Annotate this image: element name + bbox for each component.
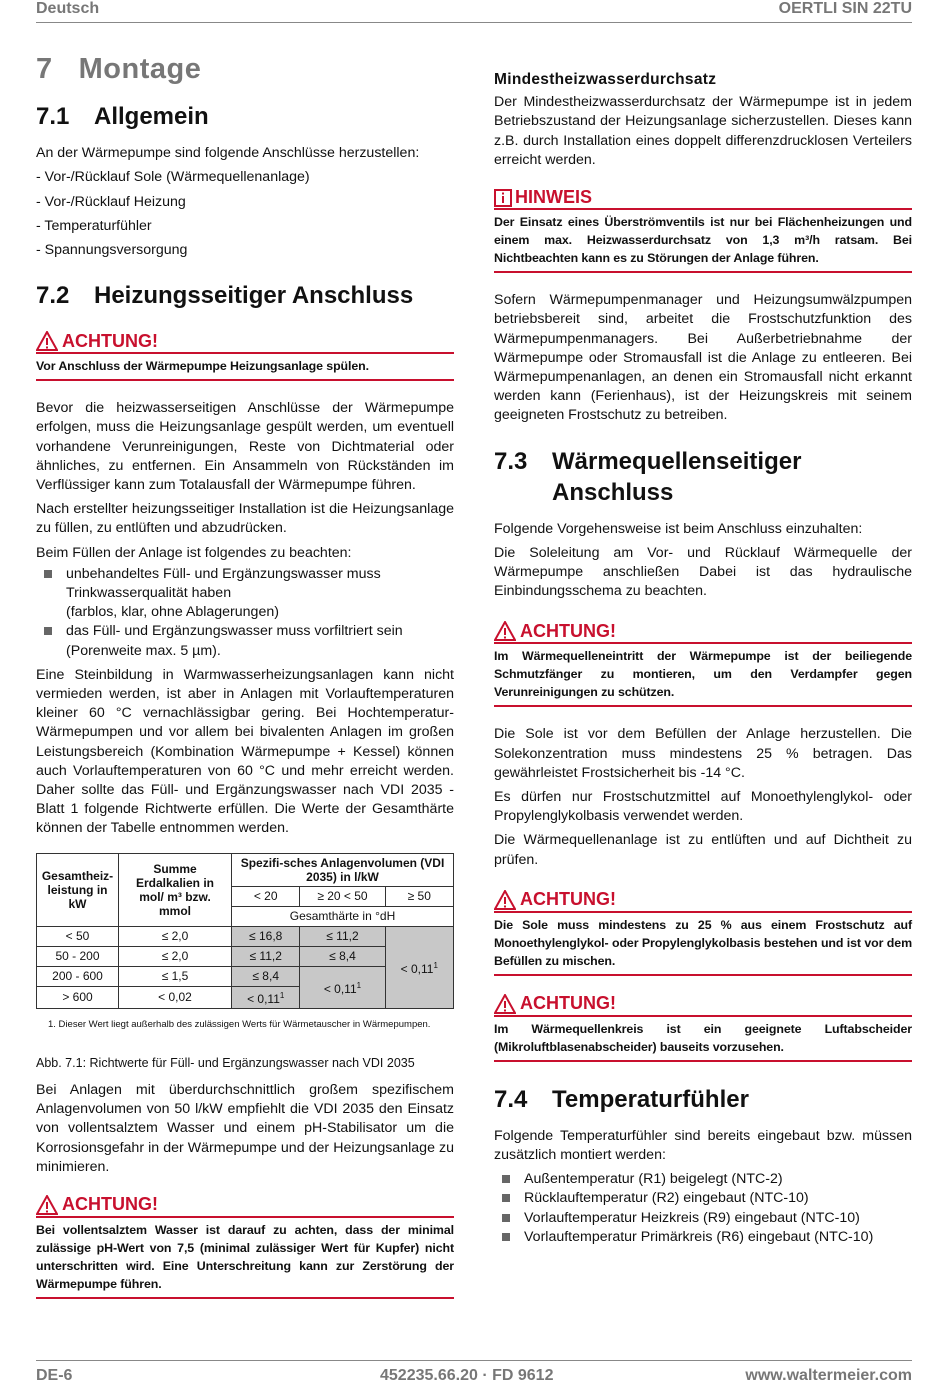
list-item: - Vor-/Rücklauf Heizung [36,193,186,210]
paragraph: Nach erstellter heizungsseitiger Installation ist die Heizungsanlage zu füllen, zu entlüften und abzudrücken. [36,501,454,537]
section-7-2-heading: 7.2 Heizungsseitiger Anschluss [36,282,414,310]
table-header: ≥ 20 < 50 [300,886,385,906]
paragraph: Die Sole ist vor dem Befüllen der Anlage herzustellen. Die Solekonzentration muss mindestens 25 % betragen. Das gewährleistet Frostsicherheit bis -14 °C. [494,726,912,781]
subheading: Mindestheizwasserdurchsatz [494,71,717,88]
section-7-4-heading: 7.4 Temperaturfühler [494,1085,749,1113]
list-item: - Vor-/Rücklauf Sole (Wärmequellenanlage) [36,169,310,186]
paragraph: Folgende Temperaturfühler sind bereits eingebaut bzw. müssen zusätzlich montiert werden: [494,1127,912,1164]
warning-box [494,890,912,976]
header-language: Deutsch [36,0,100,17]
paragraph: Beim Füllen der Anlage ist folgendes zu beachten: [36,544,352,561]
list-item: Vorlauftemperatur Heizkreis (R9) eingebaut (NTC-10) [494,1209,912,1228]
warning-text: Im Wärmequellenkreis ist ein geeignete Luftabscheider (Mikroluftblasenabscheider) bauseits vorzusehen. [494,1021,912,1054]
warning-text: Die Sole muss mindestens zu 25 % aus einem Frostschutz auf Monoethylenglykol- oder Propylenglykolbasis bestehen und ist vor dem Befüllen zu mischen. [494,917,912,968]
warning-box [494,621,912,707]
warning-triangle-icon [494,621,516,641]
list-item: Rücklauftemperatur (R2) eingebaut (NTC-10) [494,1189,912,1208]
table-header: Summe Erdalkalien in mol/ m³ bzw. mmol [119,853,232,926]
list-item: Vorlauftemperatur Primärkreis (R6) eingebaut (NTC-10) [494,1228,912,1247]
warning-title: ACHTUNG! [520,620,616,641]
paragraph: Bevor die heizwasserseitigen Anschlüsse der Wärmepumpe erfolgen, muss die Heizungsanlage gespült werden, um eventuell vorhandene Verunreinigungen, Reste von Dichtmaterial oder ähnliches, zu entfernen. Ein Ansammeln von Rückständen im Verflüssiger kann zum Totalausfall der Wärmepumpe führen. [36,400,454,494]
table-header: < 20 [232,886,300,906]
warning-text: Im Wärmequelleneintritt der Wärmepumpe ist der beiliegende Schmutzfänger zu montieren, um den Verdampfer gegen Verunreinigungen zu schützen. [494,649,912,700]
warning-triangle-icon [494,890,516,910]
section-7-1-heading: 7.1 Allgemein [36,103,209,131]
section-7-3-heading: 7.3 Wärmequellenseitiger Anschluss [494,447,802,506]
water-quality-table [36,853,454,1009]
warning-box [36,1195,454,1299]
table-row: > 600 < 0,02 < $0,11^1$ [37,986,454,1008]
table-row: < 50 ≤ 2,0 ≤ 16,8 ≤ 11,2 < $0,11^1$ [37,926,454,946]
paragraph: Die Soleleitung am Vor- und Rücklauf Wärmequelle der Wärmepumpe anschließen Dabei ist das hydraulische Einbindungsschema zu beachten. [494,544,912,600]
paragraph: Eine Steinbildung in Warmwasserheizungsanlagen kann nicht vermieden werden, ist aber in Anlagen mit Vorlauftemperaturen kleiner 60 °C vernachlässigbar gering. Bei Hochtemperatur-Wärmepumpen und vor allem bei bivalenten Anlagen im großen Leistungsbereich (Kombination Wärmepumpe + Kessel) können auch Vorlauftemperaturen von 60 °C und mehr erreicht werden. Daher sollte das Füll- und Ergänzungswasser nach VDI 2035 - Blatt 1 folgende Richtwerte erfüllen. Die Werte der Gesamthärte können der Tabelle entnommen werden. [36,666,454,837]
left-column [36,53,454,1317]
table-header: Gesamthärte in °dH [232,906,454,926]
right-column [494,64,912,1252]
table-footnote: 1. Dieser Wert liegt außerhalb des zulässigen Werts für Wärmetauscher in Wärmepumpen. [48,1018,431,1030]
bullet-list [494,1170,912,1247]
info-icon [494,189,512,207]
paragraph: Bei Anlagen mit überdurchschnittlich großem spezifischem Anlagenvolumen von 50 l/kW empfiehlt die VDI 2035 den Einsatz von vollentsalztem Wasser und einem pH-Stabilisator um die Korrosionsgefahr in der Wärmepumpe und der Heizungsanlage zu minimieren. [36,1081,454,1175]
warning-title: ACHTUNG! [520,889,616,910]
list-item: Außentemperatur (R1) beigelegt (NTC-2) [494,1170,912,1189]
notice-box [494,188,912,273]
table-header: Spezifi-sches Anlagenvolumen (VDI 2035) in l/kW [232,853,454,886]
page-footer [36,1360,912,1384]
table-row: 50 - 200 ≤ 2,0 ≤ 11,2 ≤ 8,4 [37,946,454,966]
list-item: unbehandeltes Füll- und Ergänzungswasser muss Trinkwasserqualität haben (farblos, klar, ohne Ablagerungen) [36,565,454,623]
paragraph: An der Wärmepumpe sind folgende Anschlüsse herzustellen: [36,145,420,162]
document-number: 452235.66.20 · FD 9612 [380,1367,554,1384]
table-cell-merged: < $0,11^1$ [385,926,453,1008]
page-header [36,0,912,23]
warning-triangle-icon [494,994,516,1014]
warning-text: Vor Anschluss der Wärmepumpe Heizungsanlage spülen. [36,359,369,374]
notice-title: HINWEIS [515,187,593,208]
warning-title: ACHTUNG! [520,993,616,1014]
warning-box [36,331,454,381]
list-item: das Füll- und Ergänzungswasser muss vorfiltriert sein (Porenweite max. 5 µm). [36,622,454,660]
table-header: Gesamtheiz-leistung in kW [37,853,119,926]
paragraph: Es dürfen nur Frostschutzmittel auf Monoethylenglykol- oder Propylenglykolbasis verwendet werden. [494,789,912,825]
paragraph: Die Wärmequellenanlage ist zu entlüften und auf Dichtheit zu prüfen. [494,832,912,868]
warning-box [494,994,912,1062]
chapter-title: 7 Montage [36,53,202,85]
warning-title: ACHTUNG! [62,330,158,351]
table-cell-merged: < $0,11^1$ [300,966,385,1008]
warning-triangle-icon [36,1195,58,1215]
notice-text: Der Einsatz eines Überströmventils ist nur bei Flächenheizungen und einem max. Heizwasserdurchsatz von 1,3 m³/h ratsam. Bei Nichtbeachten kann es zu Störungen der Anlage führen. [494,215,912,266]
bullet-list [36,565,454,661]
page-number: DE-6 [36,1367,73,1384]
paragraph: Folgende Vorgehensweise ist beim Anschluss einzuhalten: [494,520,863,537]
list-item: - Spannungsversorgung [36,242,188,259]
list-item: - Temperaturfühler [36,217,152,234]
warning-triangle-icon [36,331,58,351]
website-link[interactable]: www.waltermeier.com [745,1367,912,1384]
header-product: OERTLI SIN 22TU [778,0,912,17]
table-row: 200 - 600 ≤ 1,5 ≤ 8,4 < $0,11^1$ [37,966,454,986]
paragraph: Sofern Wärmepumpenmanager und Heizungsumwälzpumpen betriebsbereit sind, arbeitet die Frostschutzfunktion des Wärmepumpenmanagers. Bei Außerbetriebnahme der Wärmepumpe oder Stromausfall ist die Anlage zu entleeren. Bei Wärmepumpenanlagen, an denen ein Stromausfall nicht erkannt werden kann (Ferienhaus), ist der Heizungskreis mit seinem geeigneten Frostschutz zu betreiben. [494,292,912,424]
paragraph: Der Mindestheizwasserdurchsatz der Wärmepumpe ist in jedem Betriebszustand der Heizungsanlage sicherzustellen. Dieses kann z.B. durch Installation eines doppelt differenzdrucklosen Verteilers erreicht werden. [494,94,912,168]
table-header: ≥ 50 [385,886,453,906]
figure-caption: Abb. 7.1: Richtwerte für Füll- und Ergänzungswasser nach VDI 2035 [36,1055,415,1070]
warning-title: ACHTUNG! [62,1194,158,1215]
warning-text: Bei vollentsalztem Wasser ist darauf zu achten, dass der minimal zulässige pH-Wert von 7,5 (minimal zulässiger Wert für Kupfer) nicht unterschritten wird. Eine Unterschreitung kann zur Zerstörung der Wärmepumpe führen. [36,1222,454,1291]
